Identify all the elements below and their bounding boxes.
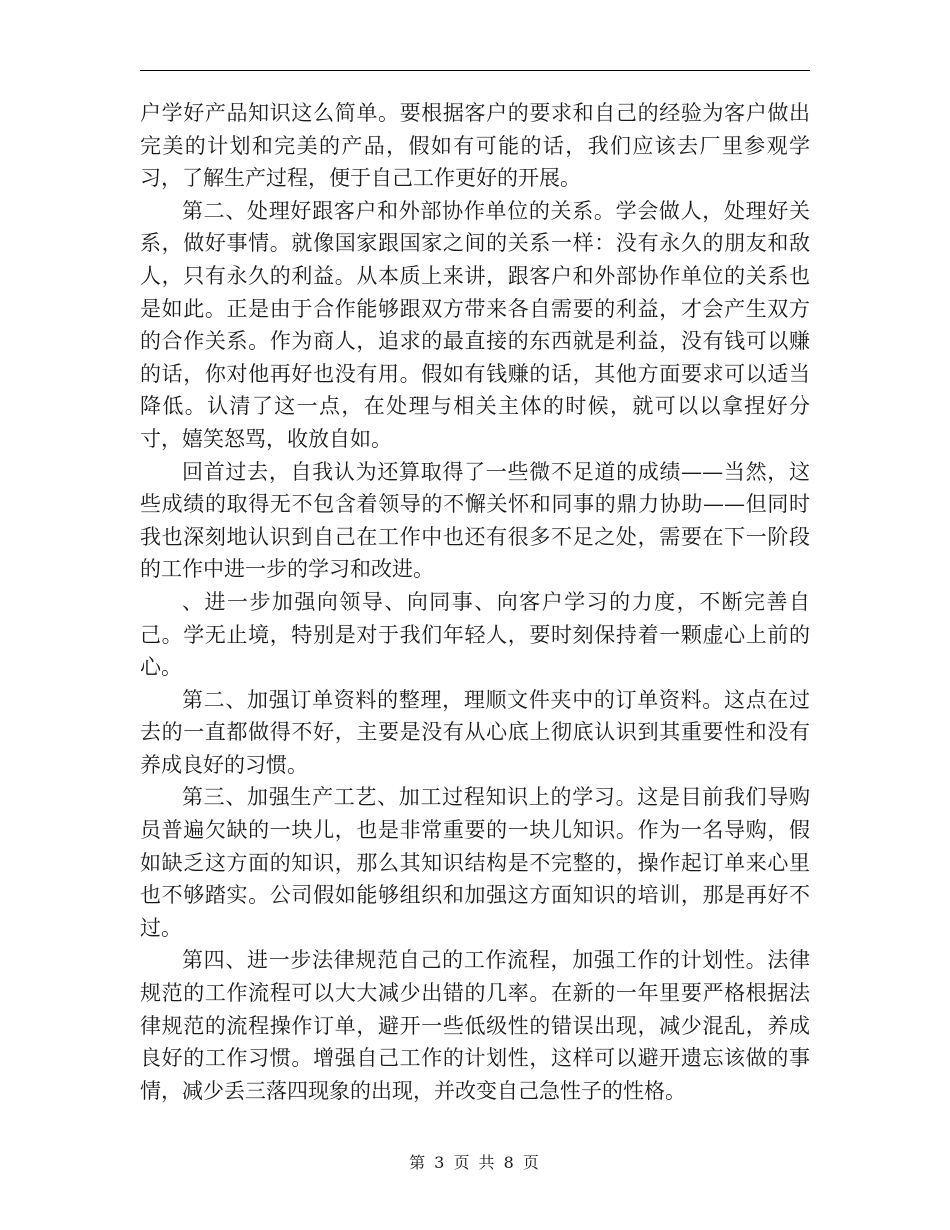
paragraph-workflow: 第四、进一步法律规范自己的工作流程，加强工作的计划性。法律规范的工作流程可以大大减少出错的几率。在新的一年里要严格根据法律规范的流程操作订单，避开一些低级性的错误出现，减少混乱，养成良好的工作习惯。增强自己工作的计划性，这样可以避开遗忘该做的事情，减少丢三落四现象的出现，并改变自己急性子的性格。 (140, 948, 810, 1103)
paragraph-learning: 、进一步加强向领导、向同事、向客户学习的力度，不断完善自己。学无止境，特别是对于我们年轻人，要时刻保持着一颗虚心上前的心。 (140, 589, 810, 680)
paragraph-continuation: 户学好产品知识这么简单。要根据客户的要求和自己的经验为客户做出完美的计划和完美的产品，假如有可能的话，我们应该去厂里参观学习，了解生产过程，便于自己工作更好的开展。 (140, 101, 810, 191)
paragraph-review: 回首过去，自我认为还算取得了一些微不足道的成绩——当然，这些成绩的取得无不包含着领导的不懈关怀和同事的鼎力协助——但同时我也深刻地认识到自己在工作中也还有很多不足之处，需要在下一阶段的工作中进一步的学习和改进。 (140, 459, 810, 582)
paragraph-production-knowledge: 第三、加强生产工艺、加工过程知识上的学习。这是目前我们导购员普遍欠缺的一块儿，也是非常重要的一块儿知识。作为一名导购，假如缺乏这方面的知识，那么其知识结构是不完整的，操作起订单来心里也不够踏实。公司假如能够组织和加强这方面知识的培训，那是再好不过。 (140, 785, 810, 940)
header-rule (140, 70, 810, 71)
document-body (140, 97, 810, 1107)
page-number: 第 3 页 共 8 页 (409, 1153, 541, 1172)
paragraph-order-records: 第二、加强订单资料的整理，理顺文件夹中的订单资料。这点在过去的一直都做得不好，主要是没有从心底上彻底认识到其重要性和没有养成良好的习惯。 (140, 687, 810, 777)
paragraph-customer-relations: 第二、处理好跟客户和外部协作单位的关系。学会做人，处理好关系，做好事情。就像国家跟国家之间的关系一样：没有永久的朋友和敌人，只有永久的利益。从本质上来讲，跟客户和外部协作单位的关系也是如此。正是由于合作能够跟双方带来各自需要的利益，才会产生双方的合作关系。作为商人，追求的最直接的东西就是利益，没有钱可以赚的话，你对他再好也没有用。假如有钱赚的话，其他方面要求可以适当降低。认清了这一点，在处理与相关主体的时候，就可以以拿捏好分寸，嬉笑怒骂，收放自如。 (140, 198, 810, 451)
